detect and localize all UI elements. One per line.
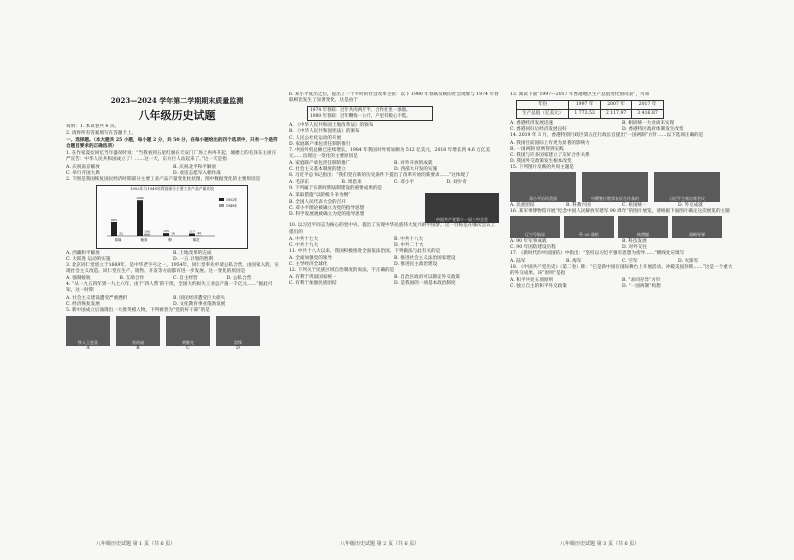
q14-option-b: B. 一国两制 原则得到实践	[510, 146, 564, 152]
quote-1980: 1980 年春联：过年鞭炮一公斤，户里有粮心不慌。	[310, 113, 411, 119]
q17-option-b: B. 海军	[566, 258, 582, 264]
q5-image-c	[166, 316, 210, 352]
q18-option-c: C. 独立自主的和平外交政策	[510, 283, 567, 289]
q4-options	[66, 296, 280, 308]
q17-option-d: D. 火箭军	[678, 258, 699, 264]
question-3: 3. 北京同仁堂创立于1669年，是中华老字号之一。1954年，同仁堂率先申请公私合营，由国家入股，实现社会主义改造。同仁堂在生产、销售、开发等方面都有进一步发展。这一变化的原因是	[66, 263, 279, 275]
q15-option-c: C. 祖国统一	[622, 203, 647, 209]
table-header-row	[517, 101, 664, 110]
bar-粮食-1949年	[144, 234, 150, 236]
bar-粮食-1952年	[137, 200, 143, 236]
photo-xi-meeting: 习近平主席出席会议	[654, 172, 720, 202]
q5-images	[66, 316, 280, 352]
q3-option-b: B. 互助合作	[119, 276, 145, 282]
q15-option-a: A. 民族团结	[510, 203, 535, 209]
bar-棉花-1949年	[196, 235, 202, 236]
bar-原煤-1952年	[111, 222, 117, 236]
q10-option-a: A. 中共十七大	[289, 236, 319, 242]
photo-jiao-yulu: 焦裕禄	[116, 316, 160, 346]
q5-image-a	[66, 316, 110, 352]
bar-value-label: 32	[119, 231, 123, 236]
photo-deng-visit: 邓小平访问美国	[510, 172, 576, 202]
q6-option-c: C. 人民公社化运动的开展	[289, 135, 342, 141]
question-14: 14. 2019 年 3 月，香港特别行政区第五任行政长官提出“一国两制”方针……以下选项正确的是	[510, 133, 704, 139]
q9-option-a: A. 采取措施“以阶级斗争为纲”	[289, 193, 351, 199]
question-9: 9. 下列属于在新时期法制建设的重要成果的是	[289, 186, 383, 192]
q15-images	[510, 172, 734, 202]
q8-option-c: C. 邓小平	[394, 180, 415, 186]
question-6: 6. 邓小平复出之后，提出了一个平时的社会改革主张：以下 1980 年春联反映的社会现象与 1974 年春联相比发生了显著变化，这是由于	[289, 92, 499, 104]
table-row	[517, 110, 664, 119]
photo-lei-feng: 雷锋	[216, 316, 260, 346]
q7-option-b: B. 对外开放的成就	[394, 160, 433, 166]
table-header-cell: 2007 年	[600, 101, 631, 110]
q5-letter-b: B	[136, 345, 140, 351]
q10-option-c: C. 中共十九大	[289, 242, 319, 248]
q14-option-c: C. 我国与许多国家建立了友好合作关系	[510, 152, 590, 158]
spring-couplet-box	[307, 106, 433, 121]
bar-value-label: 108	[144, 229, 150, 234]
q1-option-b: B. 庆祝北平和平解放	[173, 164, 217, 170]
q1-options	[66, 165, 280, 177]
q16-option-d: D. 对外交往	[622, 245, 647, 251]
q17-option-c: C. 空军	[622, 258, 638, 264]
page3-footer: 八年级历史试题 第 3 页（共 6 页）	[560, 541, 640, 547]
table-header-cell: 年份	[517, 101, 569, 110]
table-header-cell: 2017 年	[632, 101, 663, 110]
section-1-heading: 一、选择题。（本大题共 25 小题，每小题 2 分，共 50 分，在每小题给出的四个选项中，只有一个是符合题目要求的正确选项）	[66, 138, 278, 150]
q11-options	[289, 256, 499, 268]
q7-option-d: D. 西部大开发的实施	[394, 167, 438, 173]
q9-option-c: C. 邓小平理论被确立为党的指导思想	[289, 205, 365, 211]
q5-letter-a: A	[86, 345, 90, 351]
photo-huang-jiguang: 黄继光	[166, 316, 210, 346]
question-7: 7. 中国外贸总额已连续增长。1984 年我国对外贸易额为 512 亿美元，2018 年增长到 4.6 万亿美元……出现这一变化的主要原因是	[289, 147, 491, 159]
question-18: 18. 《中国共产党历史》（第二卷）称：“它是新中国在国际舞台上开展活动、冲破美国封锁……”这是一个重大的外交成果。该“原则”是指	[510, 264, 733, 276]
question-2: 2. 下图是我国恢复国民经济时期部分主要工业产品产量变化柱状图，图中数据变化的主要原因是	[66, 176, 261, 182]
q16-option-a: A. 90 年军事成就	[510, 239, 547, 245]
q3-option-a: A. 强制接收	[66, 276, 91, 282]
page1-column	[66, 124, 280, 352]
q8-option-b: B. 周恩来	[341, 180, 362, 186]
q5-letter-c: C	[186, 345, 190, 351]
question-17: 17. 《新时代的中国国防》中指出：“坚持以习近平强军思想为指导……”横线处应填写	[510, 251, 685, 257]
bar-value-label: 44	[197, 231, 201, 236]
bar-原煤-1949年	[118, 235, 124, 236]
q1-option-d: D. 欢送志愿军入朝作战	[173, 170, 221, 176]
q1-option-a: A. 庆祝南京解放	[66, 164, 100, 170]
table-cell: 生产总值（亿美元）	[517, 110, 569, 119]
q16-options	[510, 239, 734, 251]
q15-option-d: D. 外交成就	[678, 203, 703, 209]
question-11: 11. 中共十八大以来，我国积极推进全面依法治国。下列做法与此有关的是	[289, 248, 441, 254]
q18-option-d: D. “一国两制”构想	[622, 283, 661, 289]
q4-option-c: C. 经济恢复发展	[66, 301, 100, 307]
bar-value-label: 117	[189, 229, 195, 234]
q3-option-c: C. 自主经营	[173, 276, 198, 282]
q5-image-b	[116, 316, 160, 352]
question-1: 1. 在作家夏衍回忆当年盛况时说：“当我看到五星红旗在天安门广场上冉冉升起，城楼上的毛泽东主席庄严宣告：中华人民共和国成立了！……这一天，东方巨人站起来了。”这一天是指	[66, 151, 277, 163]
photo-aircraft-carrier: 辽宁号航母	[510, 216, 560, 238]
x-tick-label: 原煤	[114, 237, 122, 242]
bar-value-label: 16	[171, 231, 175, 236]
q2-option-a: A. 西藏和平解放	[66, 250, 100, 256]
q5-letter-d: D	[236, 345, 240, 351]
page2-column	[289, 92, 499, 287]
table-header-cell: 1997 年	[569, 101, 600, 110]
question-13: 13. 阅读下面“1997—2017 年香港地区生产总值变化情况表”，可知	[510, 92, 650, 97]
question-10: 10. 以习近平同志为核心的党中央，提出了实现中华民族伟大复兴的中国梦。这一目标是在哪次会议上提出的	[289, 223, 496, 235]
note-1: 说明：1. 本试卷共 6 页。	[66, 124, 120, 129]
q2-option-d: D. 一五 计划的胜利	[173, 256, 214, 262]
q5-image-d	[216, 316, 260, 352]
q13-option-c: C. 香港回归后经济发展良好	[510, 127, 567, 133]
q14-option-d: D. 我国外交政策发生根本改变	[510, 158, 572, 164]
bar-chart-svg	[97, 192, 247, 244]
q11-option-c: C. 主导经济全球化	[289, 261, 328, 267]
q13-options	[510, 121, 734, 133]
table-cell: 2 117.97	[600, 110, 631, 119]
q7-options	[289, 161, 499, 173]
photo-submarine: 核潜艇	[618, 216, 668, 238]
q7-option-a: A. 家庭联产承包责任制的推广	[289, 160, 351, 166]
chart-title: 1952年与1949年我国部分主要工业产品产量比较	[130, 185, 214, 191]
q12-option-d: D. 是我国的一项基本政治制度	[394, 281, 456, 287]
q12-option-c: C. 有利于加强民族团结	[289, 281, 337, 287]
q11-option-b: B. 推进社会主义法治国家建设	[394, 255, 456, 261]
x-tick-label: 棉花	[192, 237, 200, 242]
page3-column	[510, 92, 734, 290]
q12-options	[289, 275, 499, 287]
q17-options	[510, 259, 734, 265]
q7-option-c: C. 社会主义基本制度的建立	[289, 167, 346, 173]
q10-option-b: B. 中共十八大	[394, 236, 424, 242]
q4-option-a: A. 社会主义建设遭受严重挫折	[66, 295, 128, 301]
q6-option-a: A. 《中华人民共和国土地改革法》的颁布	[289, 123, 374, 129]
note-2: 2. 请将所有答案填写在答题卡上。	[66, 131, 137, 137]
q9-option-d: D. 科学发展观被确立为党的指导思想	[289, 211, 365, 217]
q1-option-c: C. 举行开国大典	[66, 170, 100, 176]
q6-option-d: D. 家庭联产承包责任制的推行	[289, 141, 351, 147]
q10-options	[289, 237, 499, 249]
photo-fighter-jet: 歼-20 战机	[564, 216, 614, 238]
page1-footer: 八年级历史试题 第 1 页（共 6 页）	[96, 541, 176, 547]
q12-option-a: A. 有利于巩固国家统一	[289, 275, 337, 281]
legend-label: 1952年	[226, 197, 238, 202]
legend-swatch	[219, 198, 224, 201]
q18-option-b: B. “求同存异”方针	[622, 277, 661, 283]
q17-option-a: A. 陆军	[510, 258, 526, 264]
legend-swatch	[219, 204, 224, 207]
photo-treaty-signing: 中俄签订睦邻友好合作条约	[582, 172, 648, 202]
q6-options	[289, 123, 499, 147]
q9-option-b: B. 全国人民代表大会的召开	[289, 199, 346, 205]
q14-options	[510, 141, 734, 165]
q12-option-b: B. 自治区政府可以制定外交政策	[394, 275, 461, 281]
production-chart	[96, 185, 248, 249]
photo-wang-jinxi: 铁人王进喜	[66, 316, 110, 346]
photo-missile: 战略导弹	[672, 216, 722, 238]
q10-option-d: D. 中共二十大	[394, 242, 424, 248]
q18-options	[510, 278, 734, 290]
q2-option-c: C. 大跃进 运动的实施	[66, 256, 111, 262]
bar-钢-1952年	[163, 233, 169, 236]
q16-images	[510, 216, 734, 238]
q8-option-d: D. 刘少奇	[446, 180, 467, 186]
bar-value-label: 1695	[136, 196, 144, 201]
question-8: 8. 习近平总书记指出：“我们党在新的历史条件下提出了改革开放的新要求……”这体现了	[289, 173, 470, 179]
q6-option-b: B. 《中华人民共和国宪法》的颁布	[289, 129, 360, 135]
page2-footer: 八年级历史试题 第 2 页（共 6 页）	[340, 541, 420, 547]
q4-option-d: D. 文化教育事业蓬勃发展	[173, 301, 226, 307]
question-5: 5. 新中国成立后涌现出一大批英模人物。下列被誉为“党的好干部”的是	[66, 307, 210, 313]
q3-option-d: D. 公私合营	[226, 276, 252, 282]
x-tick-label: 粮食	[140, 237, 148, 242]
subject-title: 八年级历史试题	[138, 109, 216, 122]
q18-option-a: A. 和平共处五项原则	[510, 277, 553, 283]
gdp-table	[516, 100, 664, 119]
bar-value-label: 665	[111, 217, 117, 222]
q16-option-c: C. 90 年国防建设历程	[510, 245, 556, 251]
exam-title: 2023—2024 学年第二学期期末质量监测	[110, 96, 244, 105]
q2-options	[66, 251, 280, 263]
quote-1974: 1974 年春联：过年共肉两斤半，合作社里一条烟。	[310, 108, 411, 114]
legend-label: 1949年	[226, 203, 238, 208]
x-tick-label: 钢	[168, 237, 172, 242]
q9-block	[289, 193, 499, 223]
meeting-photo: 中国共产党第十一届三中全会	[425, 193, 499, 223]
bar-value-label: 135	[163, 229, 169, 234]
bar-棉花-1952年	[189, 233, 195, 235]
q4-option-b: B. 国民经济遭受巨大损失	[173, 295, 226, 301]
q13-option-a: A. 香港经济发展迅速	[510, 121, 553, 127]
q15-option-b: B. 科教兴国	[566, 203, 591, 209]
question-16: 16. 某军事博物馆开展“纪念中国人民解放军建军 90 周年”的图片展览，请根据下面图片确定这次展览的主题	[510, 209, 730, 215]
question-4: 4. “从一九五四年到一九七六年，由于‘四人帮’的干扰，全国大约损失工业总产值一千亿元……”据此可知，这一时期	[66, 282, 273, 294]
table-cell: 1 773.53	[569, 110, 600, 119]
question-15: 15. 下列图片反映的共同主题是	[510, 164, 574, 170]
q13-option-d: D. 香港特区政府体制发生改变	[622, 127, 684, 133]
table-cell: 3 416.87	[632, 110, 663, 119]
q11-option-a: A. 全面加强党的领导	[289, 255, 332, 261]
q14-option-a: A. 我国目前国际上有更为显著的影响力	[510, 140, 590, 146]
q13-option-b: B. 相同统一大业尚未实现	[622, 121, 675, 127]
question-12: 12. 下列关于民族区域自治制度的说法，不正确的是	[289, 268, 395, 274]
q8-option-a: A. 毛泽东	[289, 180, 310, 186]
q11-option-d: D. 推进民主政治建设	[394, 261, 438, 267]
q9-options	[289, 193, 421, 223]
q2-option-b: B. 土地改革的完成	[173, 250, 212, 256]
q16-option-b: B. 科技发展	[622, 239, 647, 245]
